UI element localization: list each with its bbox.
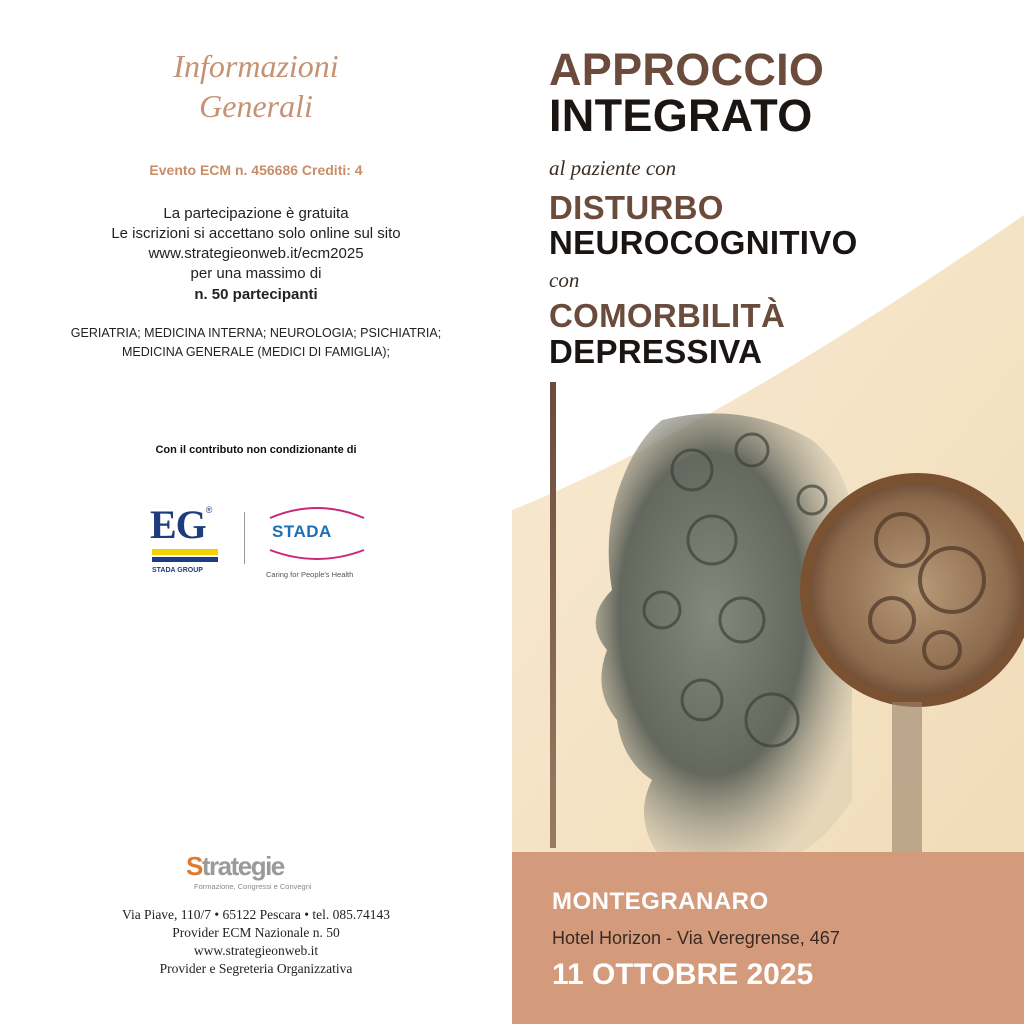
event-date: 11 OTTOBRE 2025 (552, 958, 814, 991)
eg-blue-bar (152, 557, 218, 562)
cover-panel (512, 0, 1024, 1024)
vertical-accent-bar (550, 382, 556, 848)
participation-text: La partecipazione è gratuita (163, 205, 349, 222)
eg-registered-mark: ® (205, 505, 213, 515)
event-city: MONTEGRANARO (552, 888, 769, 915)
specialties-line1: GERIATRIA; MEDICINA INTERNA; NEUROLOGIA; PSICHIATRIA; (70, 326, 442, 340)
title-al-paziente: al paziente con (549, 156, 677, 180)
strategie-logo (186, 852, 336, 892)
eg-yellow-bar (152, 549, 218, 555)
sponsor-note: Con il contributo non condizionante di (155, 444, 357, 456)
title-con: con (549, 268, 580, 292)
title-depressiva: DEPRESSIVA (549, 333, 763, 370)
provider-address: Via Piave, 110/7 • 65122 Pescara • tel. 085.74143 (122, 907, 390, 922)
eg-logo (150, 502, 240, 580)
eg-group-label: STADA GROUP (152, 567, 203, 574)
info-title-line2: Generali (199, 88, 313, 124)
strategie-logo-text: trategie (201, 851, 284, 881)
max-text: per una massimo di (190, 265, 322, 282)
registration-text: Le iscrizioni si accettano solo online sul sito (111, 225, 401, 242)
title-integrato: INTEGRATO (549, 90, 813, 141)
title-approccio: APPROCCIO (549, 44, 825, 95)
provider-ecm: Provider ECM Nazionale n. 50 (172, 925, 340, 940)
strategie-logo-subtitle: Formazione, Congressi e Convegni (194, 882, 312, 891)
provider-role: Provider e Segreteria Organizzativa (159, 961, 353, 976)
title-disturbo: DISTURBO (549, 189, 724, 226)
specialties-line2: MEDICINA GENERALE (MEDICI DI FAMIGLIA); (121, 345, 391, 359)
title-neurocognitivo: NEUROCOGNITIVO (549, 224, 858, 261)
info-title-line1: Informazioni (173, 48, 339, 84)
stada-logo (262, 500, 372, 585)
event-venue: Hotel Horizon - Via Veregrense, 467 (552, 928, 840, 948)
max-participants: n. 50 partecipanti (194, 286, 318, 303)
ecm-event-credits: Evento ECM n. 456686 Crediti: 4 (149, 162, 363, 178)
provider-website[interactable]: www.strategieonweb.it (193, 943, 319, 958)
eg-logo-text: EG (150, 502, 206, 547)
registration-url[interactable]: www.strategieonweb.it/ecm2025 (148, 245, 364, 262)
logo-divider (244, 512, 245, 564)
strategie-logo-s: S (186, 851, 202, 881)
stada-logo-text: STADA (272, 522, 332, 541)
stada-tagline: Caring for People's Health (266, 570, 354, 579)
title-comorbilita: COMORBILITÀ (549, 297, 786, 334)
